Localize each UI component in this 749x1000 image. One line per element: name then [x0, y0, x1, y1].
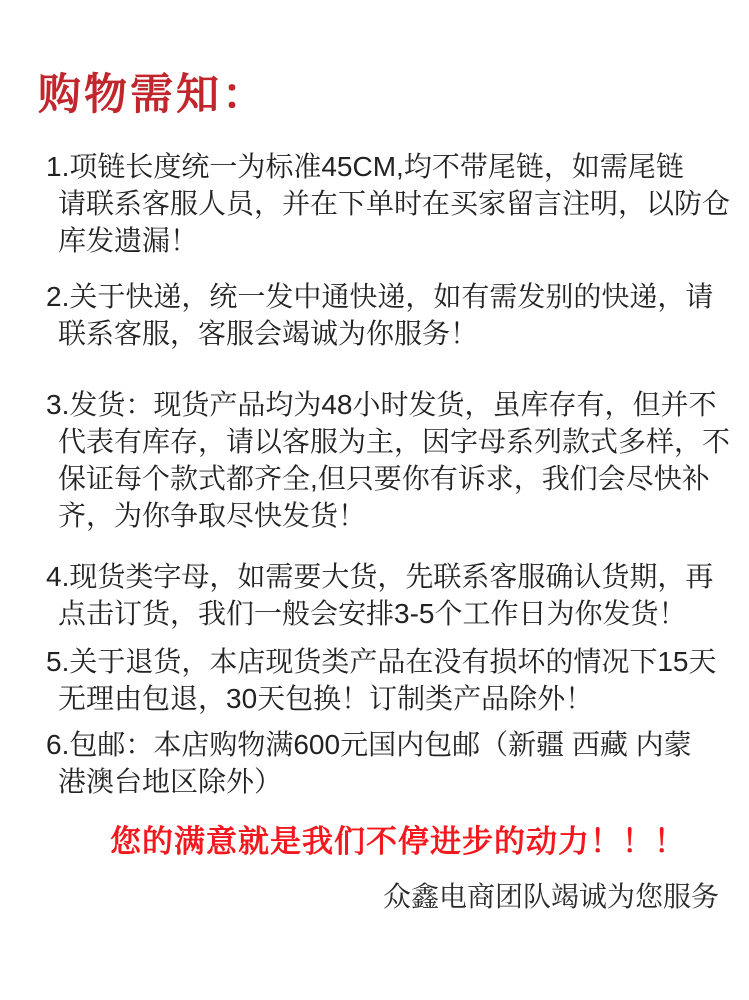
notice-line: 5.关于退货，本店现货类产品在没有损坏的情况下15天 [46, 646, 717, 677]
notice-line: 保证每个款式都齐全,但只要你有诉求，我们会尽快补 [58, 463, 710, 494]
notice-line: 1.项链长度统一为标准45CM,均不带尾链，如需尾链 [46, 151, 684, 182]
notice-line: 齐，为你争取尽快发货！ [58, 500, 367, 531]
notice-line: 4.现货类字母，如需要大货，先联系客服确认货期，再 [46, 561, 714, 592]
notice-item [0, 278, 749, 352]
notice-line: 无理由包退，30天包换！订制类产品除外！ [58, 683, 594, 714]
notice-line: 代表有库存，请以客服为主，因字母系列款式多样，不 [58, 426, 731, 457]
notice-line: 请联系客服人员，并在下单时在买家留言注明，以防仓 [58, 188, 731, 219]
notice-item [0, 148, 749, 259]
team-signature: 众鑫电商团队竭诚为您服务 [382, 881, 719, 912]
notice-item [0, 386, 749, 534]
notice-list [0, 148, 749, 800]
notice-line: 3.发货：现货产品均为48小时发货，虽库存有，但并不 [46, 389, 717, 420]
notice-line: 6.包邮：本店购物满600元国内包邮（新疆 西藏 内蒙 [46, 729, 692, 760]
notice-line: 港澳台地区除外） [58, 766, 283, 797]
page-title: 购物需知： [38, 71, 268, 119]
satisfaction-slogan: 您的满意就是我们不停进步的动力！！！ [110, 824, 686, 859]
notice-line: 点击订货，我们一般会安排3-5个工作日为你发货！ [58, 598, 687, 629]
notice-item [0, 558, 749, 632]
notice-item [0, 643, 749, 717]
notice-line: 联系客服，客服会竭诚为你服务！ [58, 318, 479, 349]
notice-item [0, 726, 749, 800]
notice-line: 2.关于快递，统一发中通快递，如有需发别的快递，请 [46, 281, 714, 312]
notice-line: 库发遗漏！ [58, 225, 199, 256]
